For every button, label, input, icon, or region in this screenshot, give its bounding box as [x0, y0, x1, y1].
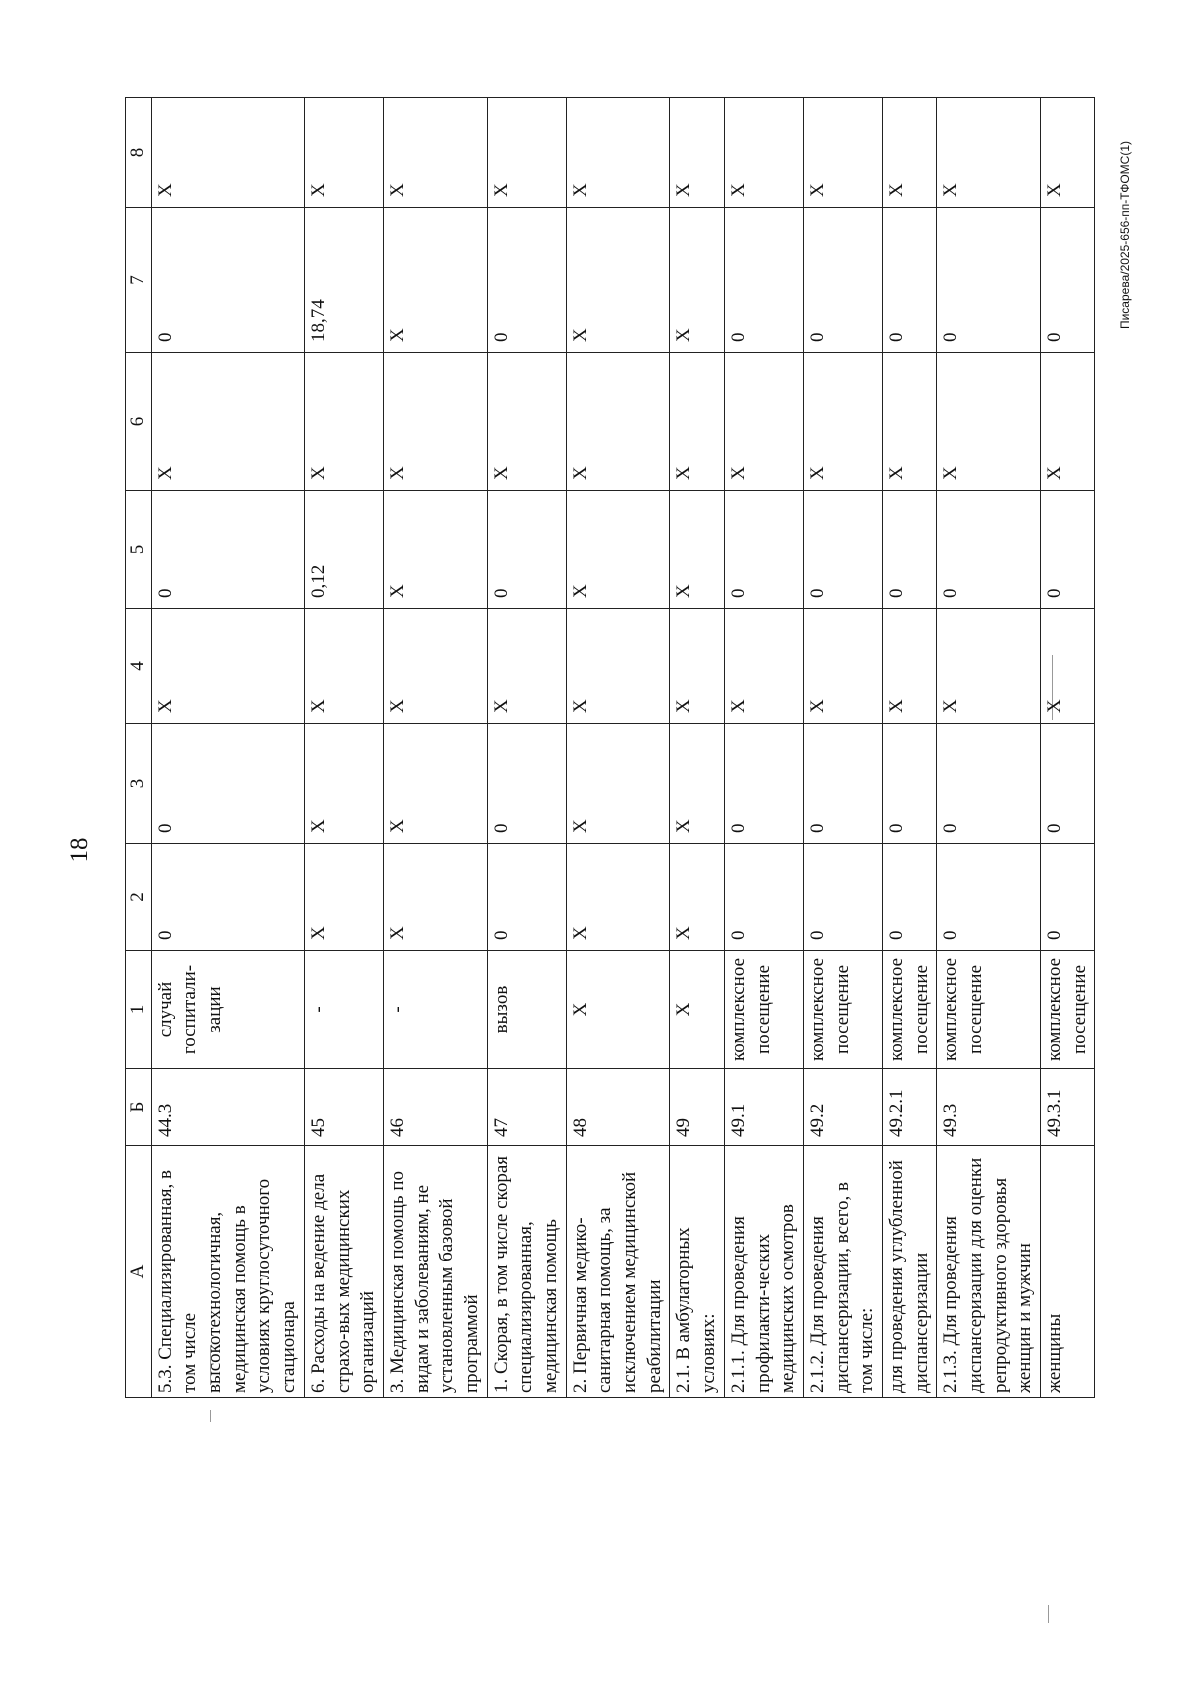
table-cell: 6. Расходы на ведение дела страхо-вых медицинских организаций: [304, 1146, 383, 1398]
table-cell: Х: [566, 491, 670, 609]
table-cell: 2. Первичная медико-санитарная помощь, за исключением медицинской реабилитации: [566, 1146, 670, 1398]
data-table: [125, 97, 1095, 1398]
table-cell: 1. Скорая, в том числе скорая специализированная, медицинская помощь: [487, 1146, 566, 1398]
table-cell: 0: [937, 491, 1041, 609]
table-cell: 0: [724, 491, 803, 609]
table-cell: Х: [383, 724, 487, 844]
table-cell: 48: [566, 1069, 670, 1146]
table-cell: 3. Медицинская помощь по видам и заболеваниям, не установленным базовой программой: [383, 1146, 487, 1398]
table-row: [724, 98, 803, 1398]
table-row: [304, 98, 383, 1398]
table-cell: Х: [304, 98, 383, 208]
table-cell: 0,12: [304, 491, 383, 609]
table-cell: 49.3: [937, 1069, 1041, 1146]
table-cell: 45: [304, 1069, 383, 1146]
table-cell: Х: [566, 353, 670, 491]
table-cell: Х: [670, 98, 724, 208]
table-cell: 0: [487, 491, 566, 609]
table-cell: Х: [670, 491, 724, 609]
table-cell: 2.1.3. Для проведения диспансеризации для оценки репродуктивного здоровья женщин и мужчин: [937, 1146, 1041, 1398]
table-row: [566, 98, 670, 1398]
table-cell: 49: [670, 1069, 724, 1146]
table-cell: Х: [566, 208, 670, 353]
table-cell: 0: [803, 491, 882, 609]
table-cell: 0: [724, 844, 803, 951]
table-cell: Х: [882, 609, 936, 724]
table-cell: Х: [566, 98, 670, 208]
table-cell: 49.2.1: [882, 1069, 936, 1146]
table-row: [670, 98, 724, 1398]
table-cell: 0: [151, 844, 304, 951]
table-cell: Х: [1041, 98, 1095, 208]
table-cell: -: [304, 951, 383, 1069]
table-cell: Х: [670, 951, 724, 1069]
table-cell: 0: [882, 844, 936, 951]
page-number: 18: [66, 837, 93, 863]
table-body: [151, 98, 1095, 1398]
table-cell: 2.1.1. Для проведения профилакти-ческих медицинских осмотров: [724, 1146, 803, 1398]
table-cell: Х: [151, 353, 304, 491]
table-cell: Х: [487, 353, 566, 491]
column-header: 7: [126, 208, 152, 353]
table-cell: Х: [937, 353, 1041, 491]
table-cell: Х: [151, 98, 304, 208]
table-cell: 49.2: [803, 1069, 882, 1146]
table-row: [1041, 98, 1095, 1398]
table-cell: комплексное посещение: [724, 951, 803, 1069]
table-cell: 47: [487, 1069, 566, 1146]
table-cell: 49.3.1: [1041, 1069, 1095, 1146]
table-cell: Х: [383, 844, 487, 951]
document-reference: Писарева/2025-656-пп-ТФОМС(1): [1118, 141, 1132, 330]
table-cell: Х: [304, 353, 383, 491]
table-cell: 0: [937, 208, 1041, 353]
table-cell: Х: [383, 353, 487, 491]
table-cell: Х: [383, 208, 487, 353]
table-cell: Х: [151, 609, 304, 724]
column-header: 5: [126, 491, 152, 609]
table-cell: 0: [724, 208, 803, 353]
table-cell: Х: [383, 98, 487, 208]
table-cell: Х: [803, 98, 882, 208]
table-cell: Х: [670, 208, 724, 353]
table-cell: Х: [670, 844, 724, 951]
table-cell: 0: [151, 724, 304, 844]
table-cell: Х: [566, 724, 670, 844]
table-cell: Х: [803, 609, 882, 724]
table-cell: 0: [937, 724, 1041, 844]
table-cell: Х: [1041, 353, 1095, 491]
table-cell: Х: [304, 609, 383, 724]
table-row: [151, 98, 304, 1398]
scan-mark: [210, 1410, 211, 1422]
table-cell: женщины: [1041, 1146, 1095, 1398]
table-row: [882, 98, 936, 1398]
table-cell: Х: [937, 609, 1041, 724]
table-cell: комплексное посещение: [937, 951, 1041, 1069]
column-header: 6: [126, 353, 152, 491]
table-cell: 0: [1041, 844, 1095, 951]
table-cell: 44.3: [151, 1069, 304, 1146]
column-header: Б: [126, 1069, 152, 1146]
table-header-row: [126, 98, 152, 1398]
column-header: А: [126, 1146, 152, 1398]
table-cell: 2.1. В амбулаторных условиях:: [670, 1146, 724, 1398]
table-cell: Х: [1041, 609, 1095, 724]
table-cell: Х: [566, 609, 670, 724]
table-cell: Х: [566, 844, 670, 951]
table-row: [487, 98, 566, 1398]
table-cell: случай госпитали-зации: [151, 951, 304, 1069]
table-row: [937, 98, 1041, 1398]
column-header: 8: [126, 98, 152, 208]
table-cell: 18,74: [304, 208, 383, 353]
table-row: [803, 98, 882, 1398]
table-cell: Х: [304, 724, 383, 844]
table-cell: 0: [151, 208, 304, 353]
table-cell: Х: [882, 353, 936, 491]
table-cell: комплексное посещение: [882, 951, 936, 1069]
table-cell: 0: [803, 208, 882, 353]
column-header: 4: [126, 609, 152, 724]
table-cell: 0: [937, 844, 1041, 951]
table-cell: 0: [487, 724, 566, 844]
table-cell: 0: [487, 208, 566, 353]
table-cell: 46: [383, 1069, 487, 1146]
table-cell: 0: [882, 724, 936, 844]
table-cell: Х: [487, 609, 566, 724]
table-cell: 2.1.2. Для проведения диспансеризации, всего, в том числе:: [803, 1146, 882, 1398]
rotated-table-container: [125, 98, 1090, 1398]
table-cell: 0: [803, 844, 882, 951]
table-cell: Х: [487, 98, 566, 208]
table-cell: вызов: [487, 951, 566, 1069]
table-cell: 5.3. Специализированная, в том числе высокотехнологичная, медицинская помощь в условиях круглосуточного стационара: [151, 1146, 304, 1398]
table-cell: 0: [487, 844, 566, 951]
table-cell: Х: [383, 491, 487, 609]
table-cell: Х: [724, 98, 803, 208]
table-cell: Х: [304, 844, 383, 951]
column-header: 1: [126, 951, 152, 1069]
table-cell: 0: [882, 208, 936, 353]
table-cell: 0: [1041, 208, 1095, 353]
table-cell: 0: [1041, 491, 1095, 609]
table-cell: Х: [670, 724, 724, 844]
table-cell: Х: [882, 98, 936, 208]
table-cell: комплексное посещение: [803, 951, 882, 1069]
table-cell: Х: [803, 353, 882, 491]
table-cell: для проведения углубленной диспансеризации: [882, 1146, 936, 1398]
table-cell: Х: [937, 98, 1041, 208]
table-cell: 0: [882, 491, 936, 609]
table-cell: комплексное посещение: [1041, 951, 1095, 1069]
table-cell: Х: [724, 609, 803, 724]
scan-mark: [1048, 1605, 1049, 1623]
table-cell: 49.1: [724, 1069, 803, 1146]
table-cell: 0: [151, 491, 304, 609]
column-header: 3: [126, 724, 152, 844]
table-cell: Х: [724, 353, 803, 491]
table-cell: 0: [1041, 724, 1095, 844]
table-cell: 0: [803, 724, 882, 844]
table-cell: 0: [724, 724, 803, 844]
table-cell: Х: [566, 951, 670, 1069]
table-cell: Х: [670, 353, 724, 491]
table-cell: -: [383, 951, 487, 1069]
table-row: [383, 98, 487, 1398]
column-header: 2: [126, 844, 152, 951]
table-cell: Х: [670, 609, 724, 724]
table-cell: Х: [383, 609, 487, 724]
